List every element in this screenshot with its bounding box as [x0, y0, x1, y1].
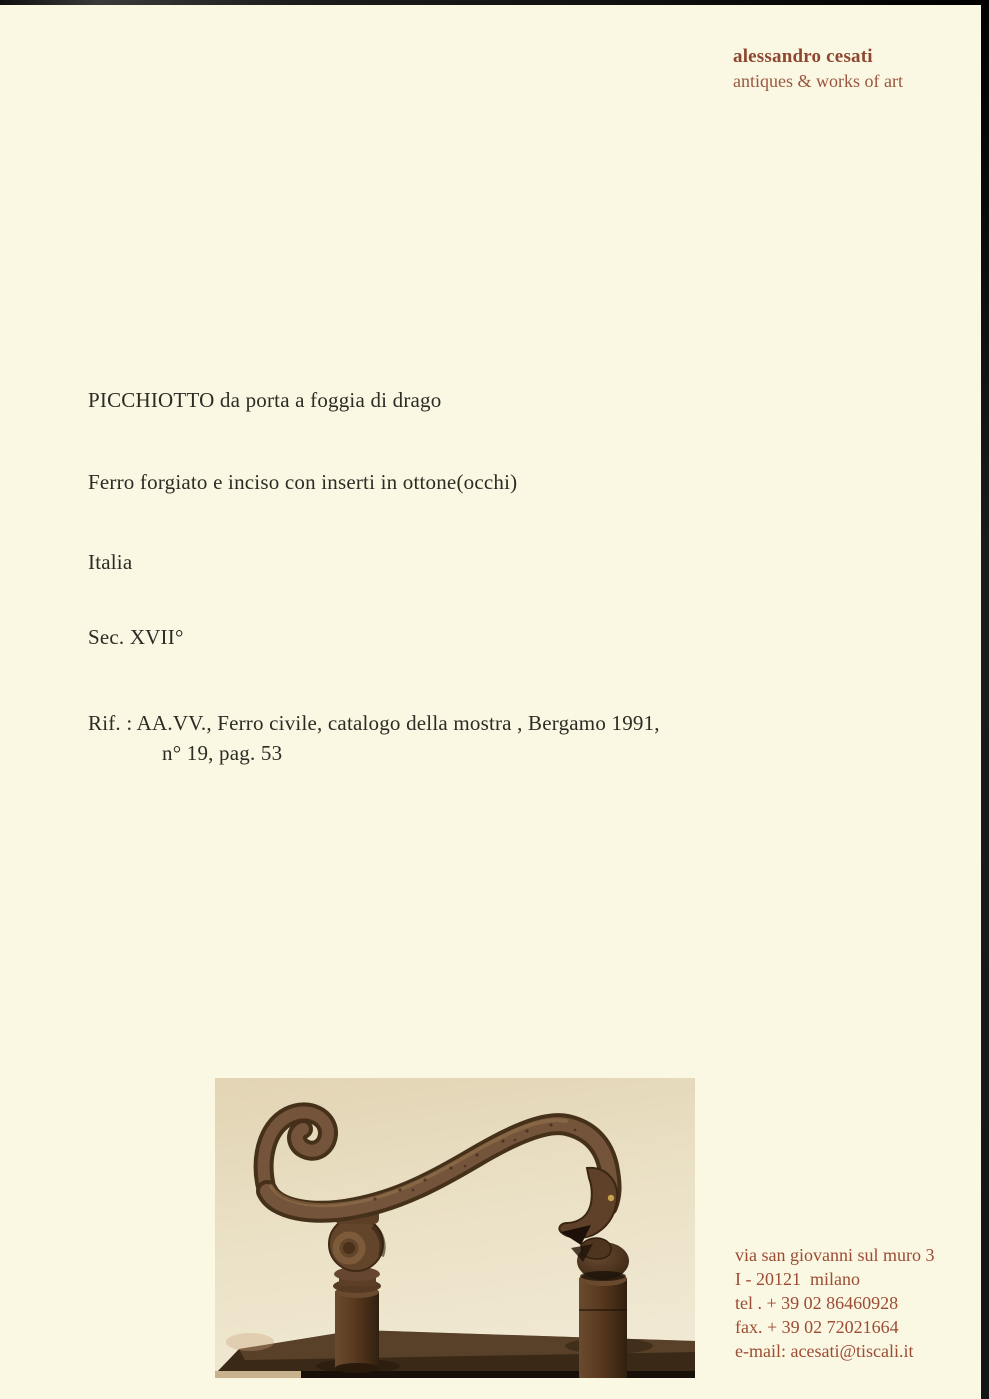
- right-post: [579, 1278, 627, 1378]
- contact-phone: tel . + 39 02 86460928: [735, 1293, 899, 1313]
- photo-bottom-edge-light: [215, 1371, 301, 1378]
- knocker-photo: [215, 1078, 695, 1378]
- item-reference-line1: Rif. : AA.VV., Ferro civile, catalogo della mostra , Bergamo 1991,: [88, 711, 660, 735]
- hinge-scroll-center: [343, 1242, 355, 1254]
- item-title: PICCHIOTTO da porta a foggia di drago: [88, 388, 442, 412]
- scan-artifact-top: [0, 0, 989, 5]
- scan-artifact-right: [981, 0, 989, 1399]
- knob-shadow: [580, 1271, 626, 1281]
- item-reference-line2: n° 19, pag. 53: [162, 741, 283, 765]
- item-period: Sec. XVII°: [88, 625, 184, 649]
- brass-eye: [608, 1195, 614, 1201]
- left-post-base: [335, 1363, 379, 1373]
- contact-address-city: I - 20121 milano: [735, 1269, 860, 1289]
- left-post: [335, 1292, 379, 1368]
- contact-block: [735, 1243, 934, 1363]
- contact-email: e-mail: acesati@tiscali.it: [735, 1341, 914, 1361]
- contact-fax: fax. + 39 02 72021664: [735, 1317, 899, 1337]
- contact-address-street: via san giovanni sul muro 3: [735, 1245, 935, 1265]
- table-smudge: [226, 1333, 274, 1351]
- brand-name: alessandro cesati: [733, 46, 873, 67]
- item-origin: Italia: [88, 550, 133, 574]
- item-material: Ferro forgiato e inciso con inserti in ottone(occhi): [88, 470, 518, 494]
- letterhead: [733, 44, 903, 94]
- brand-tagline: antiques & works of art: [733, 71, 903, 91]
